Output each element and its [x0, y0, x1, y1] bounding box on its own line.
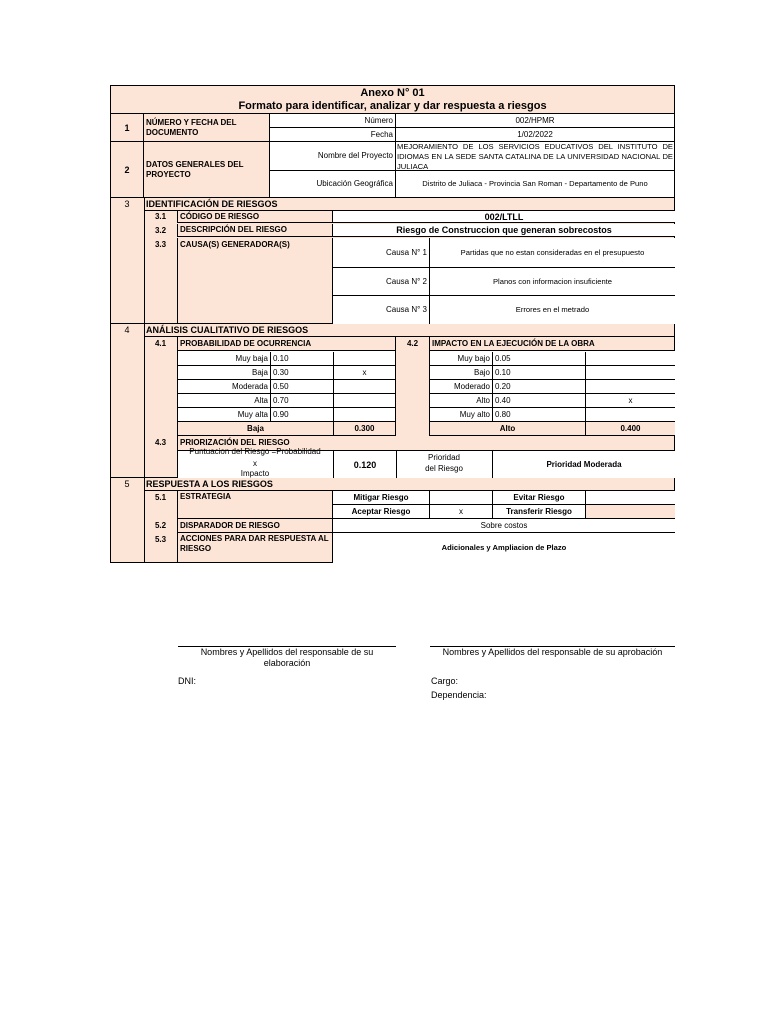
codigo-label: CÓDIGO DE RIESGO: [177, 211, 332, 223]
mitigar-label: Mitigar Riesgo: [332, 491, 429, 505]
causa-2-label: Causa N° 2: [332, 268, 429, 296]
puntuacion-line-3: Impacto: [240, 469, 270, 478]
imp-result-value: 0.400: [585, 421, 675, 436]
signature-right-label: Nombres y Apellidos del responsable de su aprobación: [442, 646, 663, 657]
prob-row-1-label: Muy baja: [177, 352, 270, 366]
causas-label: CAUSA(S) GENERADORA(S): [177, 238, 332, 324]
disparador-num: 5.2: [154, 521, 167, 530]
disparador-label: DISPARADOR DE RIESGO: [177, 519, 333, 533]
prob-row-5-label: Muy alta: [177, 408, 270, 422]
prioridad-value: Prioridad Moderada: [492, 450, 675, 478]
codigo-num: 3.1: [154, 212, 167, 221]
imp-row-4-label: Alto: [429, 394, 492, 408]
section-2-number: 2: [110, 142, 144, 198]
imp-num: 4.2: [406, 338, 419, 348]
section-4-title: ANÁLISIS CUALITATIVO DE RIESGOS: [146, 325, 309, 335]
causas-num: 3.3: [154, 240, 167, 249]
section-2-label: DATOS GENERALES DEL PROYECTO: [144, 142, 270, 198]
prob-row-3-value: 0.50: [270, 380, 333, 394]
prob-row-2-mark: x: [333, 366, 396, 380]
causa-3-label: Causa N° 3: [332, 296, 429, 324]
imp-row-3-mark: [585, 380, 675, 394]
imp-row-1-mark: [585, 352, 675, 366]
causa-2-value: Planos con informacion insuficiente: [429, 268, 675, 296]
aceptar-mark: x: [429, 505, 492, 519]
imp-row-4-value: 0.40: [492, 394, 585, 408]
acciones-label: ACCIONES PARA DAR RESPUESTA AL RIESGO: [177, 533, 333, 563]
prob-row-4-label: Alta: [177, 394, 270, 408]
imp-row-2-value: 0.10: [492, 366, 585, 380]
descripcion-label: DESCRIPCIÓN DEL RIESGO: [177, 224, 332, 237]
ubicacion-label: Ubicación Geográfica: [270, 171, 396, 198]
prob-row-5-mark: [333, 408, 396, 422]
prob-label: PROBABILIDAD DE OCURRENCIA: [177, 337, 396, 351]
dni-label: DNI:: [178, 676, 196, 686]
prob-result-label: Baja: [177, 421, 333, 436]
prob-row-3-label: Moderada: [177, 380, 270, 394]
ubicacion-value: Distrito de Juliaca - Provincia San Roman - Departamento de Puno: [396, 171, 675, 198]
codigo-value: 002/LTLL: [332, 211, 675, 223]
prob-row-4-mark: [333, 394, 396, 408]
fecha-label: Fecha: [270, 128, 396, 142]
imp-row-4-mark: x: [585, 394, 675, 408]
causa-1-value: Partidas que no estan consideradas en el presupuesto: [429, 238, 675, 268]
acciones-value: Adicionales y Ampliacion de Plazo: [332, 533, 675, 563]
descripcion-value: Riesgo de Construccion que generan sobrecostos: [332, 224, 675, 237]
prob-row-1-mark: [333, 352, 396, 366]
puntuacion-value: 0.120: [333, 450, 396, 478]
puntuacion-line-2: x: [253, 459, 257, 468]
prioridad-line-1: Prioridad: [427, 453, 460, 462]
signature-left-line-1: Nombres y Apellidos del responsable de su: [200, 646, 374, 657]
disparador-value: Sobre costos: [332, 519, 675, 533]
puntuacion-line-1: Puntuacion del Riesgo =Probabilidad: [189, 447, 321, 456]
evitar-mark: [585, 491, 675, 505]
descripcion-num: 3.2: [154, 225, 167, 235]
causa-1-label: Causa N° 1: [332, 238, 429, 268]
section-4-number: 4: [124, 325, 130, 335]
prob-result-value: 0.300: [333, 421, 396, 436]
causa-3-value: Errores en el metrado: [429, 296, 675, 324]
prio-label: PRIORIZACIÓN DEL RIESGO: [177, 436, 675, 450]
imp-row-1-value: 0.05: [492, 352, 585, 366]
nombre-proyecto-label: Nombre del Proyecto: [270, 142, 396, 171]
prio-num: 4.3: [154, 438, 167, 447]
prob-row-4-value: 0.70: [270, 394, 333, 408]
signature-left-line-2: elaboración: [263, 657, 311, 668]
transferir-label: Transferir Riesgo: [492, 505, 585, 519]
prob-row-2-value: 0.30: [270, 366, 333, 380]
imp-row-5-label: Muy alto: [429, 408, 492, 422]
imp-row-5-mark: [585, 408, 675, 422]
numero-value: 002/HPMR: [396, 114, 675, 128]
estrategia-num: 5.1: [154, 492, 167, 502]
estrategia-label: ESTRATEGIA: [177, 491, 333, 519]
prob-row-2-label: Baja: [177, 366, 270, 380]
prob-num: 4.1: [154, 338, 167, 348]
nombre-proyecto-value: MEJORAMIENTO DE LOS SERVICIOS EDUCATIVOS DEL INSTITUTO DE IDIOMAS EN LA SEDE SANTA CATALINA DE LA UNIVERSIDAD NACIONAL DE JULIACA: [397, 142, 673, 171]
section-5-number: 5: [124, 479, 130, 489]
form-title: Anexo N° 01: [360, 87, 425, 99]
prob-row-5-value: 0.90: [270, 408, 333, 422]
transferir-mark: [585, 505, 675, 519]
imp-row-2-mark: [585, 366, 675, 380]
acciones-num: 5.3: [154, 535, 167, 544]
prob-row-1-value: 0.10: [270, 352, 333, 366]
cargo-label: Cargo:: [431, 676, 459, 686]
section-3-title: IDENTIFICACIÓN DE RIESGOS: [146, 199, 278, 209]
prioridad-line-2: del Riesgo: [425, 464, 463, 473]
numero-label: Número: [270, 114, 396, 128]
evitar-label: Evitar Riesgo: [492, 491, 585, 505]
imp-row-2-label: Bajo: [429, 366, 492, 380]
fecha-value: 1/02/2022: [396, 128, 675, 142]
section-1-label: NÚMERO Y FECHA DEL DOCUMENTO: [144, 114, 270, 142]
imp-row-1-label: Muy bajo: [429, 352, 492, 366]
imp-label: IMPACTO EN LA EJECUCIÓN DE LA OBRA: [429, 337, 675, 351]
prob-row-3-mark: [333, 380, 396, 394]
form-subtitle: Formato para identificar, analizar y dar respuesta a riesgos: [238, 100, 547, 112]
mitigar-mark: [429, 491, 492, 505]
section-1-number: 1: [110, 114, 144, 142]
imp-row-3-value: 0.20: [492, 380, 585, 394]
section-5-title: RESPUESTA A LOS RIESGOS: [146, 479, 273, 489]
imp-row-5-value: 0.80: [492, 408, 585, 422]
section-3-number: 3: [124, 199, 130, 209]
imp-row-3-label: Moderado: [429, 380, 492, 394]
dependencia-label: Dependencia:: [431, 690, 487, 700]
aceptar-label: Aceptar Riesgo: [332, 505, 429, 519]
imp-result-label: Alto: [429, 421, 585, 436]
